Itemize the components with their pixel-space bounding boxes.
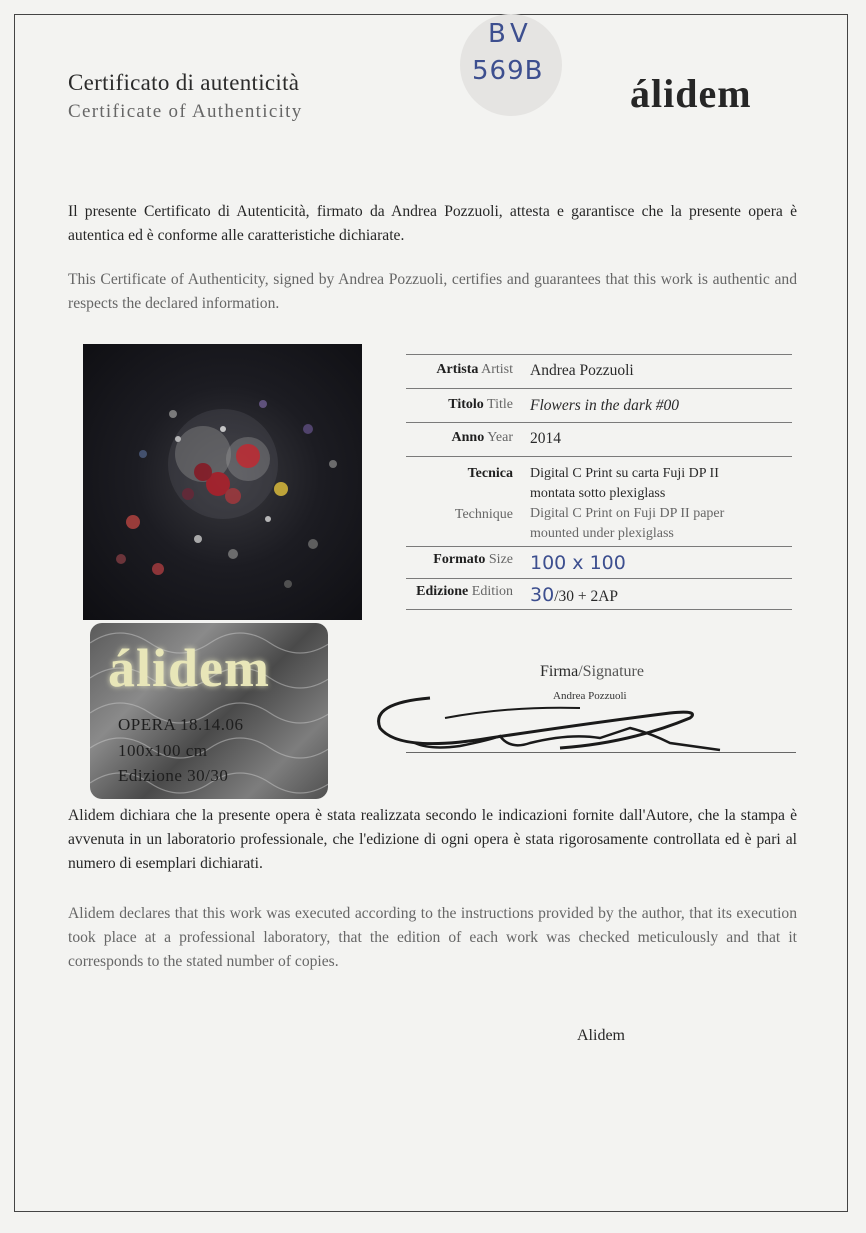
label-edition-it: Edizione [416,584,469,599]
title-english: Certificate of Authenticity [68,101,303,122]
row-title [406,388,792,422]
label-artist-it: Artista [436,362,479,377]
label-title-it: Titolo [448,397,484,412]
label-size-it: Formato [433,552,486,567]
row-technique [406,456,792,546]
signature-printed-name: Andrea Pozzuoli [553,690,627,702]
value-technique-it-2: montata sotto plexiglass [530,486,666,501]
artwork-image [83,344,362,620]
row-year [406,422,792,456]
flowers-artwork-graphic [83,344,362,620]
label-size-en: Size [488,552,513,567]
signature-label: Firma/Signature [540,663,644,680]
label-artist-en: Artist [481,362,513,377]
label-year-en: Year [487,430,513,445]
signature-line [406,752,796,753]
value-technique-en-1: Digital C Print on Fuji DP II paper [530,506,725,521]
hologram-line2: 100x100 cm [118,741,208,760]
value-technique-en-2: mounted under plexiglass [530,526,674,541]
handwritten-signature [370,688,800,768]
hologram-line3: Edizione 30/30 [118,766,229,785]
label-year-it: Anno [451,430,485,445]
title-italian: Certificato di autenticità [68,70,300,95]
row-artist [406,354,792,388]
declaration-english: Alidem declares that this work was executed according to the instructions provided by the author, that its execution took place at a professional laboratory, that the edition of each work was checked meticulously and that it corresponds to the stated number of copies. [68,905,797,970]
row-edition [406,578,792,610]
value-size-handwritten: 100 x 100 [530,552,626,574]
hologram-label [90,623,328,799]
value-edition-handwritten: 30 [530,584,555,606]
value-technique-it-1: Digital C Print su carta Fuji DP II [530,466,719,481]
alidem-logo: álidem [630,71,752,116]
hologram-line1: OPERA 18.14.06 [118,715,244,734]
value-year: 2014 [530,430,561,447]
issuer-signoff: Alidem [577,1027,625,1044]
intro-english: This Certificate of Authenticity, signed by Andrea Pozzuoli, certifies and guarantees that this work is authentic and respects the declared information. [68,271,797,312]
declaration-italian: Alidem dichiara che la presente opera è stata realizzata secondo le indicazioni fornite dall'Autore, che la stampa è avvenuta in un laboratorio professionale, che l'edizione di ogni opera è stata rigorosamente controllata ed è pari al numero di esemplari dichiarati. [68,807,797,872]
value-edition-printed: /30 + 2AP [554,588,619,605]
handwritten-note-line1: BV [488,19,533,49]
label-title-en: Title [487,397,513,412]
value-title: Flowers in the dark #00 [530,397,679,414]
label-edition-en: Edition [471,584,513,599]
handwritten-note-line2: 569B [472,56,544,86]
label-technique-en: Technique [454,507,513,522]
intro-italian: Il presente Certificato di Autenticità, firmato da Andrea Pozzuoli, attesta e garantisce che la presente opera è autentica ed è conforme alle caratteristiche dichiarate. [68,203,797,244]
artwork-details-table [406,354,792,610]
hologram-brand: álidem [108,638,270,698]
label-technique-it: Tecnica [467,466,513,481]
value-artist: Andrea Pozzuoli [530,362,634,379]
row-size [406,546,792,578]
